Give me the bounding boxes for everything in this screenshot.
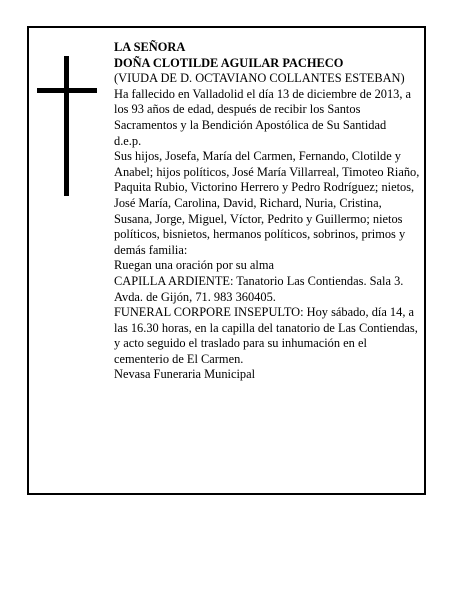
funeral-info: FUNERAL CORPORE INSEPULTO: Hoy sábado, día 14, a las 16.30 horas, en la capilla del tanatorio de Las Contiendas, y acto seguido el traslado para su inhumación en el cementerio de El Carmen. [114,305,418,366]
latin-cross-icon [37,56,97,196]
rip-text: d.e.p. [114,133,142,148]
widow-of: (VIUDA DE D. OCTAVIANO COLLANTES ESTEBAN) [114,71,405,86]
obituary-text [114,40,420,383]
chapel-info: CAPILLA ARDIENTE: Tanatorio Las Contiendas. Sala 3. Avda. de Gijón, 71. 983 360405. [114,273,404,304]
family-list: Sus hijos, Josefa, María del Carmen, Fernando, Clotilde y Anabel; hijos políticos, José María Villarreal, Timoteo Riaño, Paquita Rubio, Victorino Herrero y Pedro Rodríguez; nietos, José María, Carolina, David, Richard, Nuria, Cristina, Susana, Jorge, Miguel, Víctor, Pedrito y Guillermo; nietos políticos, bisnietos, hermanos políticos, sobrinos, primos y demás familia: [114,149,420,257]
cross-horizontal-bar [37,88,97,93]
prayer-request: Ruegan una oración por su alma [114,258,274,273]
death-statement: Ha fallecido en Valladolid el día 13 de diciembre de 2013, a los 93 años de edad, después de recibir los Santos Sacramentos y la Bendición Apostólica de Su Santidad [114,86,412,132]
honorific: LA SEÑORA [114,40,186,54]
funeral-home: Nevasa Funeraria Municipal [114,367,256,382]
deceased-name: DOÑA CLOTILDE AGUILAR PACHECO [114,55,344,70]
cross-vertical-bar [64,56,69,196]
